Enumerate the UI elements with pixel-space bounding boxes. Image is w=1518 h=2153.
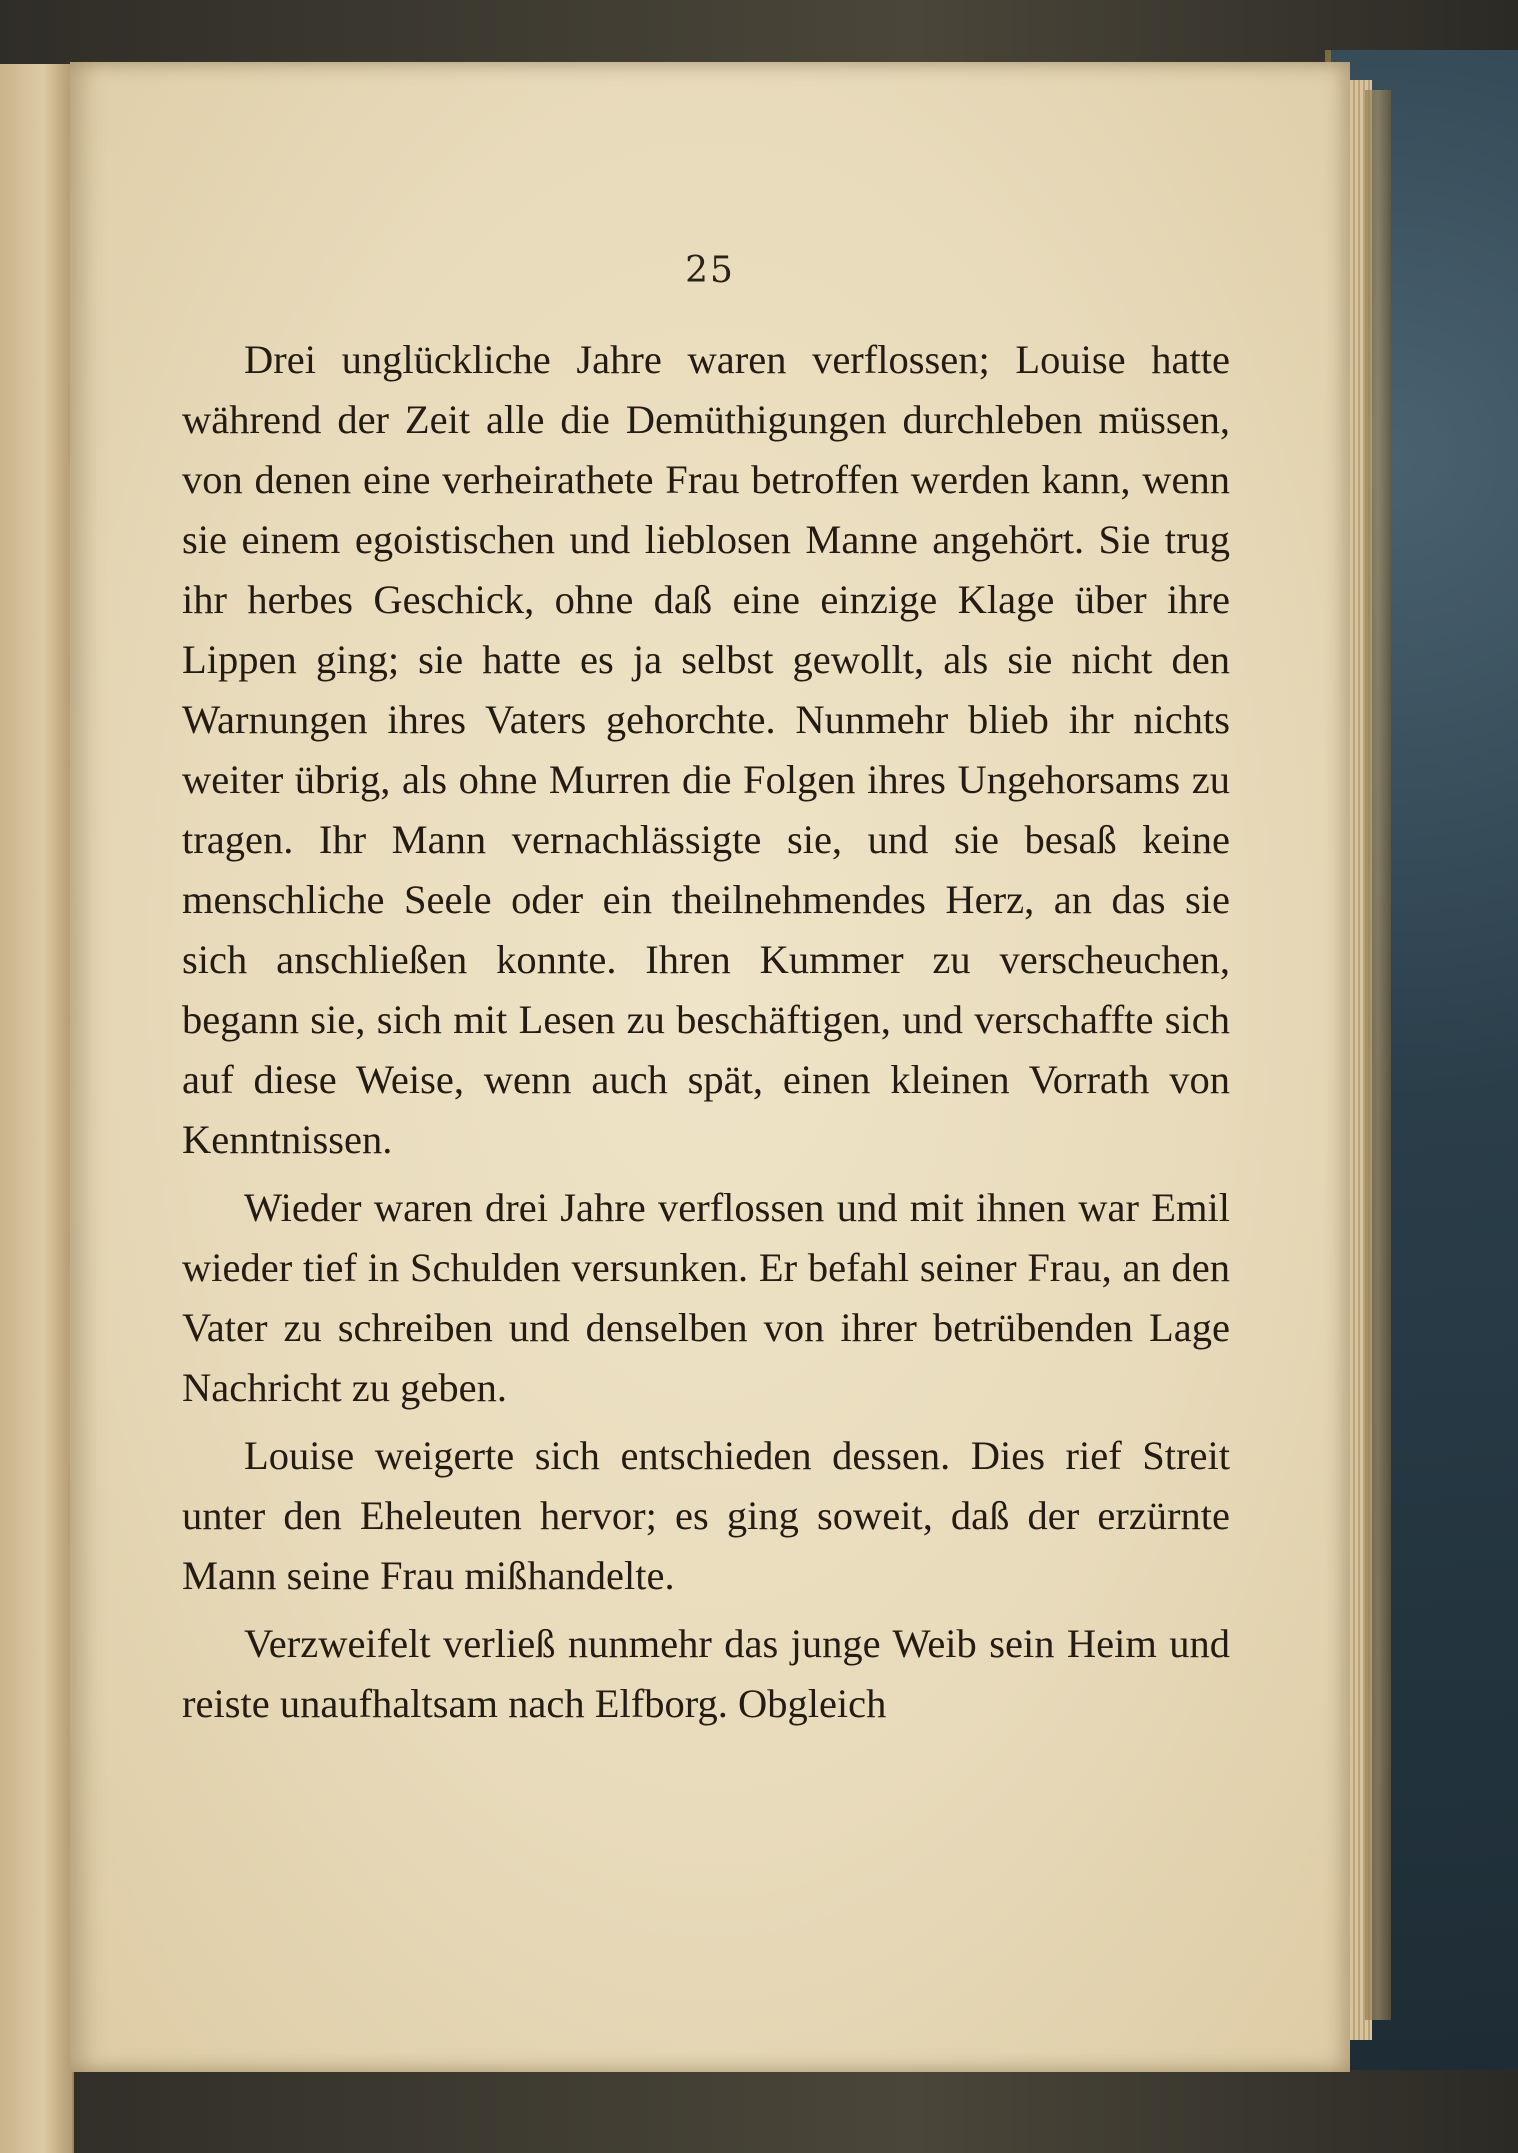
page-number: 25 — [685, 250, 735, 291]
previous-page-edge — [0, 64, 74, 2153]
body-text — [182, 330, 1230, 1734]
paragraph: Verzweifelt verließ nunmehr das junge Weib sein Heim und reiste unaufhaltsam nach Elfborg. Obgleich — [182, 1621, 1230, 1726]
book-page — [70, 62, 1350, 2072]
cover-edge — [1365, 90, 1391, 2020]
paragraph: Louise weigerte sich entschieden dessen. Dies rief Streit unter den Eheleuten hervor; es ging soweit, daß der erzürnte Mann seine Frau mißhandelte. — [182, 1433, 1230, 1598]
paragraph: Wieder waren drei Jahre verflossen und mit ihnen war Emil wieder tief in Schulden versunken. Er befahl seiner Frau, an den Vater zu schreiben und denselben von ihrer betrübenden Lage Nachricht zu geben. — [182, 1185, 1230, 1410]
paragraph: Drei unglückliche Jahre waren verflossen; Louise hatte während der Zeit alle die Demüthigungen durchleben müssen, von denen eine verheirathete Frau betroffen werden kann, wenn sie einem egoistischen und lieblosen Manne angehört. Sie trug ihr herbes Geschick, ohne daß eine einzige Klage über ihre Lippen ging; sie hatte es ja selbst gewollt, als sie nicht den Warnungen ihres Vaters gehorchte. Nunmehr blieb ihr nichts weiter übrig, als ohne Murren die Folgen ihres Ungehorsams zu tragen. Ihr Mann vernachlässigte sie, und sie besaß keine menschliche Seele oder ein theilnehmendes Herz, an das sie sich anschließen konnte. Ihren Kummer zu verscheuchen, begann sie, sich mit Lesen zu beschäftigen, und verschaffte sich auf diese Weise, wenn auch spät, einen kleinen Vorrath von Kenntnissen. — [182, 337, 1230, 1162]
